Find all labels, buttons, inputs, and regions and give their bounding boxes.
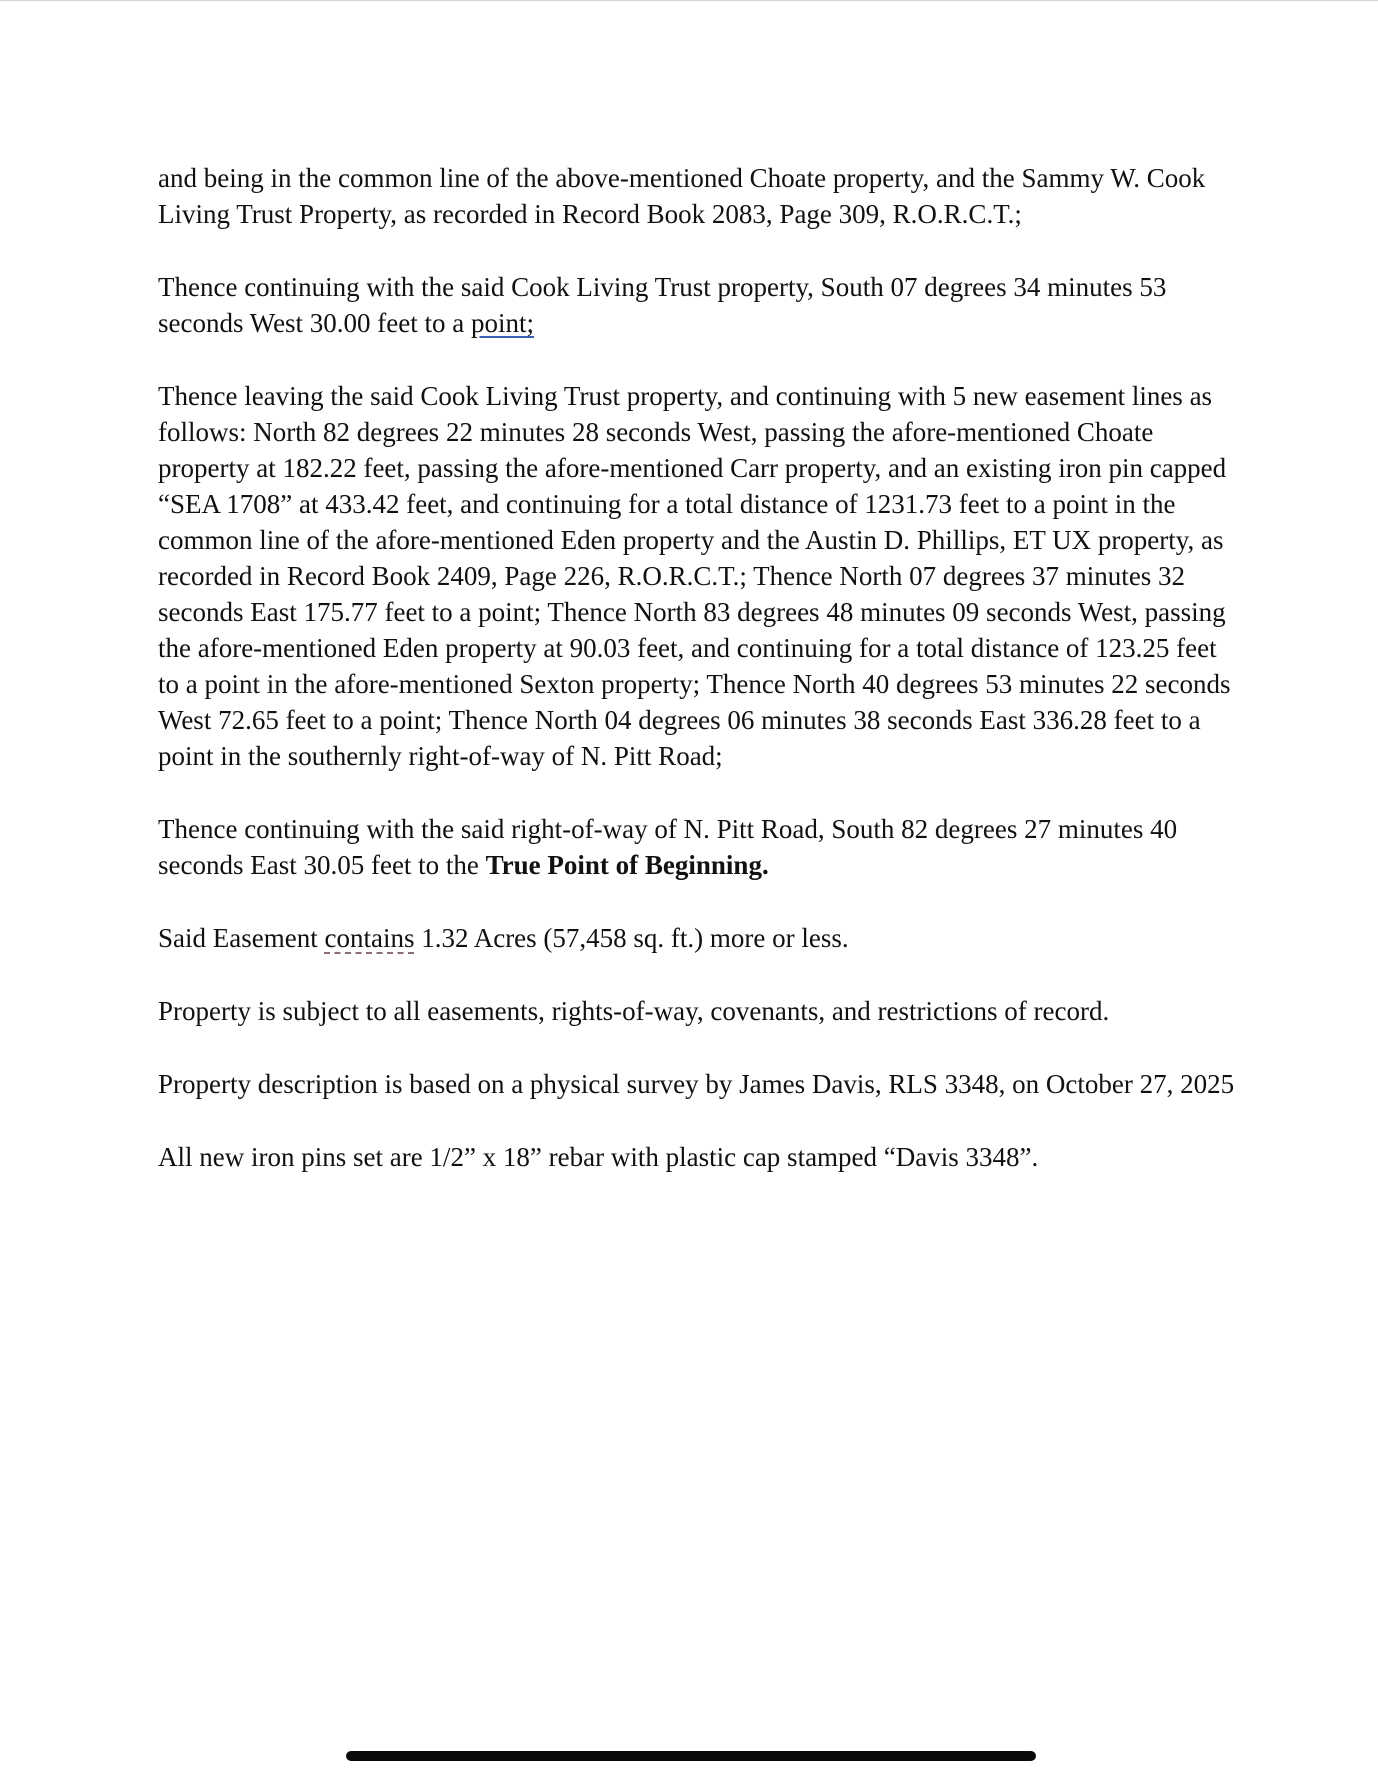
point-link[interactable]: point;	[471, 308, 535, 338]
paragraph-easement-lines: Thence leaving the said Cook Living Trust property, and continuing with 5 new easement lines as follows: North 82 degrees 22 minutes 28 seconds West, passing the afore-mentioned Choate property at 182.22 feet, passing the afore-mentioned Carr property, and an existing iron pin capped “SEA 1708” at 433.42 feet, and continuing for a total distance of 1231.73 feet to a point in the common line of the afore-mentioned Eden property and the Austin D. Phillips, ET UX property, as recorded in Record Book 2409, Page 226, R.O.R.C.T.; Thence North 07 degrees 37 minutes 32 seconds East 175.77 feet to a point; Thence North 83 degrees 48 minutes 09 seconds West, passing the afore-mentioned Eden property at 90.03 feet, and continuing for a total distance of 123.25 feet to a point in the afore-mentioned Sexton property; Thence North 40 degrees 53 minutes 22 seconds West 72.65 feet to a point; Thence North 04 degrees 06 minutes 38 seconds East 336.28 feet to a point in the southernly right-of-way of N. Pitt Road;	[158, 381, 1231, 771]
paragraph-cook-trust	[158, 269, 1238, 341]
document-page	[158, 160, 1238, 1212]
paragraph-subject-to: Property is subject to all easements, rights-of-way, covenants, and restrictions of record.	[158, 996, 1110, 1026]
home-indicator[interactable]	[346, 1751, 1036, 1761]
paragraph-pitt-road	[158, 811, 1238, 883]
top-divider	[0, 0, 1378, 1]
contains-flagged-word[interactable]: contains	[324, 923, 415, 953]
paragraph-choate-line: and being in the common line of the above-mentioned Choate property, and the Sammy W. Cook Living Trust Property, as recorded in Record Book 2083, Page 309, R.O.R.C.T.;	[158, 163, 1206, 229]
paragraph-pitt-road-text: Thence continuing with the said right-of-way of N. Pitt Road, South 82 degrees 27 minutes 40 seconds East 30.05 feet to the	[158, 814, 1178, 880]
easement-area-prefix: Said Easement	[158, 923, 325, 953]
paragraph-easement-area	[158, 920, 1238, 956]
paragraph-cook-trust-text: Thence continuing with the said Cook Living Trust property, South 07 degrees 34 minutes 53 seconds West 30.00 feet to a	[158, 272, 1167, 338]
paragraph-iron-pins: All new iron pins set are 1/2” x 18” rebar with plastic cap stamped “Davis 3348”.	[158, 1142, 1039, 1172]
paragraph-survey-basis: Property description is based on a physical survey by James Davis, RLS 3348, on October 27, 2025	[158, 1069, 1235, 1099]
easement-area-suffix: 1.32 Acres (57,458 sq. ft.) more or less.	[414, 923, 849, 953]
true-point-of-beginning: True Point of Beginning.	[485, 850, 769, 880]
